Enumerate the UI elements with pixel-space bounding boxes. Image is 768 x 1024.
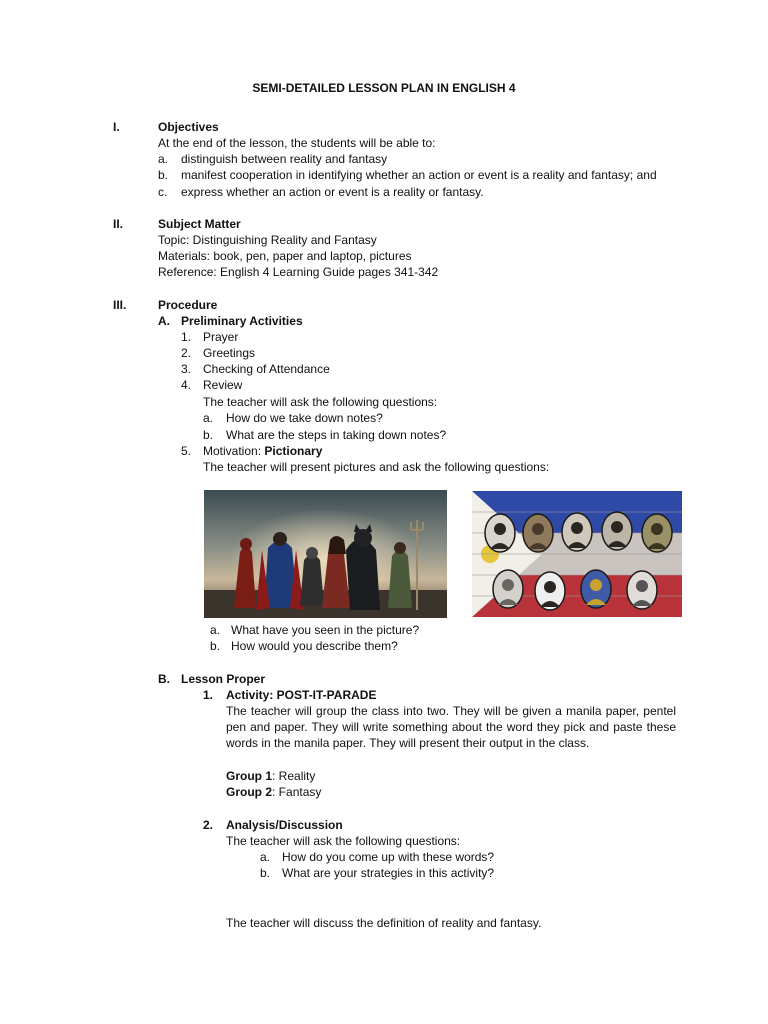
section-numeral-objectives: I. (113, 120, 120, 134)
step-marker: 4. (181, 378, 192, 392)
analysis-closing: The teacher will discuss the definition of reality and fantasy. (226, 916, 542, 930)
review-question-marker: a. (203, 411, 214, 425)
philippine-heroes-picture (472, 491, 682, 617)
subsection-marker-preliminary: A. (158, 314, 170, 328)
picture-question-marker: a. (210, 623, 221, 637)
objective-item: express whether an action or event is a reality or fantasy. (181, 185, 484, 199)
section-heading-procedure: Procedure (158, 298, 218, 312)
section-numeral-procedure: III. (113, 298, 127, 312)
group-1-line (226, 768, 315, 784)
activity-heading: Activity: POST-IT-PARADE (226, 688, 377, 702)
review-question: How do we take down notes? (226, 411, 383, 425)
section-numeral-subject-matter: II. (113, 217, 124, 231)
objective-item: distinguish between reality and fantasy (181, 152, 388, 166)
objective-marker: b. (158, 168, 169, 182)
analysis-question-marker: a. (260, 850, 271, 864)
analysis-question: How do you come up with these words? (282, 850, 495, 864)
objective-marker: c. (158, 185, 168, 199)
step-item: Checking of Attendance (203, 362, 330, 376)
subject-topic: Topic: Distinguishing Reality and Fantasy (158, 233, 377, 247)
motivation-intro: The teacher will present pictures and ask the following questions: (203, 460, 550, 474)
objectives-intro: At the end of the lesson, the students will be able to: (158, 136, 436, 150)
activity-marker: 1. (203, 688, 214, 702)
picture-question: What have you seen in the picture? (231, 623, 420, 637)
subsection-heading-preliminary: Preliminary Activities (181, 314, 303, 328)
objective-item: manifest cooperation in identifying whether an action or event is a reality and fantasy; and (181, 168, 657, 182)
step-item: Prayer (203, 330, 239, 344)
step-marker: 3. (181, 362, 192, 376)
document-title: SEMI-DETAILED LESSON PLAN IN ENGLISH 4 (252, 81, 516, 95)
group-2-line (226, 784, 321, 800)
analysis-marker: 2. (203, 818, 214, 832)
analysis-heading: Analysis/Discussion (226, 818, 343, 832)
review-question-marker: b. (203, 428, 214, 442)
motivation-name: Pictionary (264, 444, 323, 458)
review-intro: The teacher will ask the following questions: (203, 395, 438, 409)
step-item: Review (203, 378, 243, 392)
subsection-marker-lesson-proper: B. (158, 672, 170, 686)
step-marker: 2. (181, 346, 192, 360)
picture-question-marker: b. (210, 639, 221, 653)
subsection-heading-lesson-proper: Lesson Proper (181, 672, 266, 686)
group-1-label: Group 1 (226, 769, 273, 783)
analysis-intro: The teacher will ask the following questions: (226, 834, 461, 848)
step-item: Greetings (203, 346, 256, 360)
subject-materials: Materials: book, pen, paper and laptop, pictures (158, 249, 412, 263)
group-1-value: : Reality (272, 769, 316, 783)
analysis-question: What are your strategies in this activity? (282, 866, 495, 880)
superheroes-picture (204, 490, 447, 618)
activity-description: The teacher will group the class into two. They will be given a manila paper, pentel pen and paper. They will write something about the word they pick and paste these words in the manila paper. They will present their output in the class. (226, 704, 676, 750)
motivation-label: Motivation: (203, 444, 265, 458)
group-2-value: : Fantasy (272, 785, 322, 799)
section-heading-objectives: Objectives (158, 120, 219, 134)
subject-reference: Reference: English 4 Learning Guide pages 341-342 (158, 265, 439, 279)
review-question: What are the steps in taking down notes? (226, 428, 447, 442)
picture-question: How would you describe them? (231, 639, 398, 653)
step-marker: 1. (181, 330, 192, 344)
section-heading-subject-matter: Subject Matter (158, 217, 241, 231)
step-marker: 5. (181, 444, 192, 458)
group-2-label: Group 2 (226, 785, 273, 799)
analysis-question-marker: b. (260, 866, 271, 880)
objective-marker: a. (158, 152, 169, 166)
motivation-line (203, 443, 322, 459)
